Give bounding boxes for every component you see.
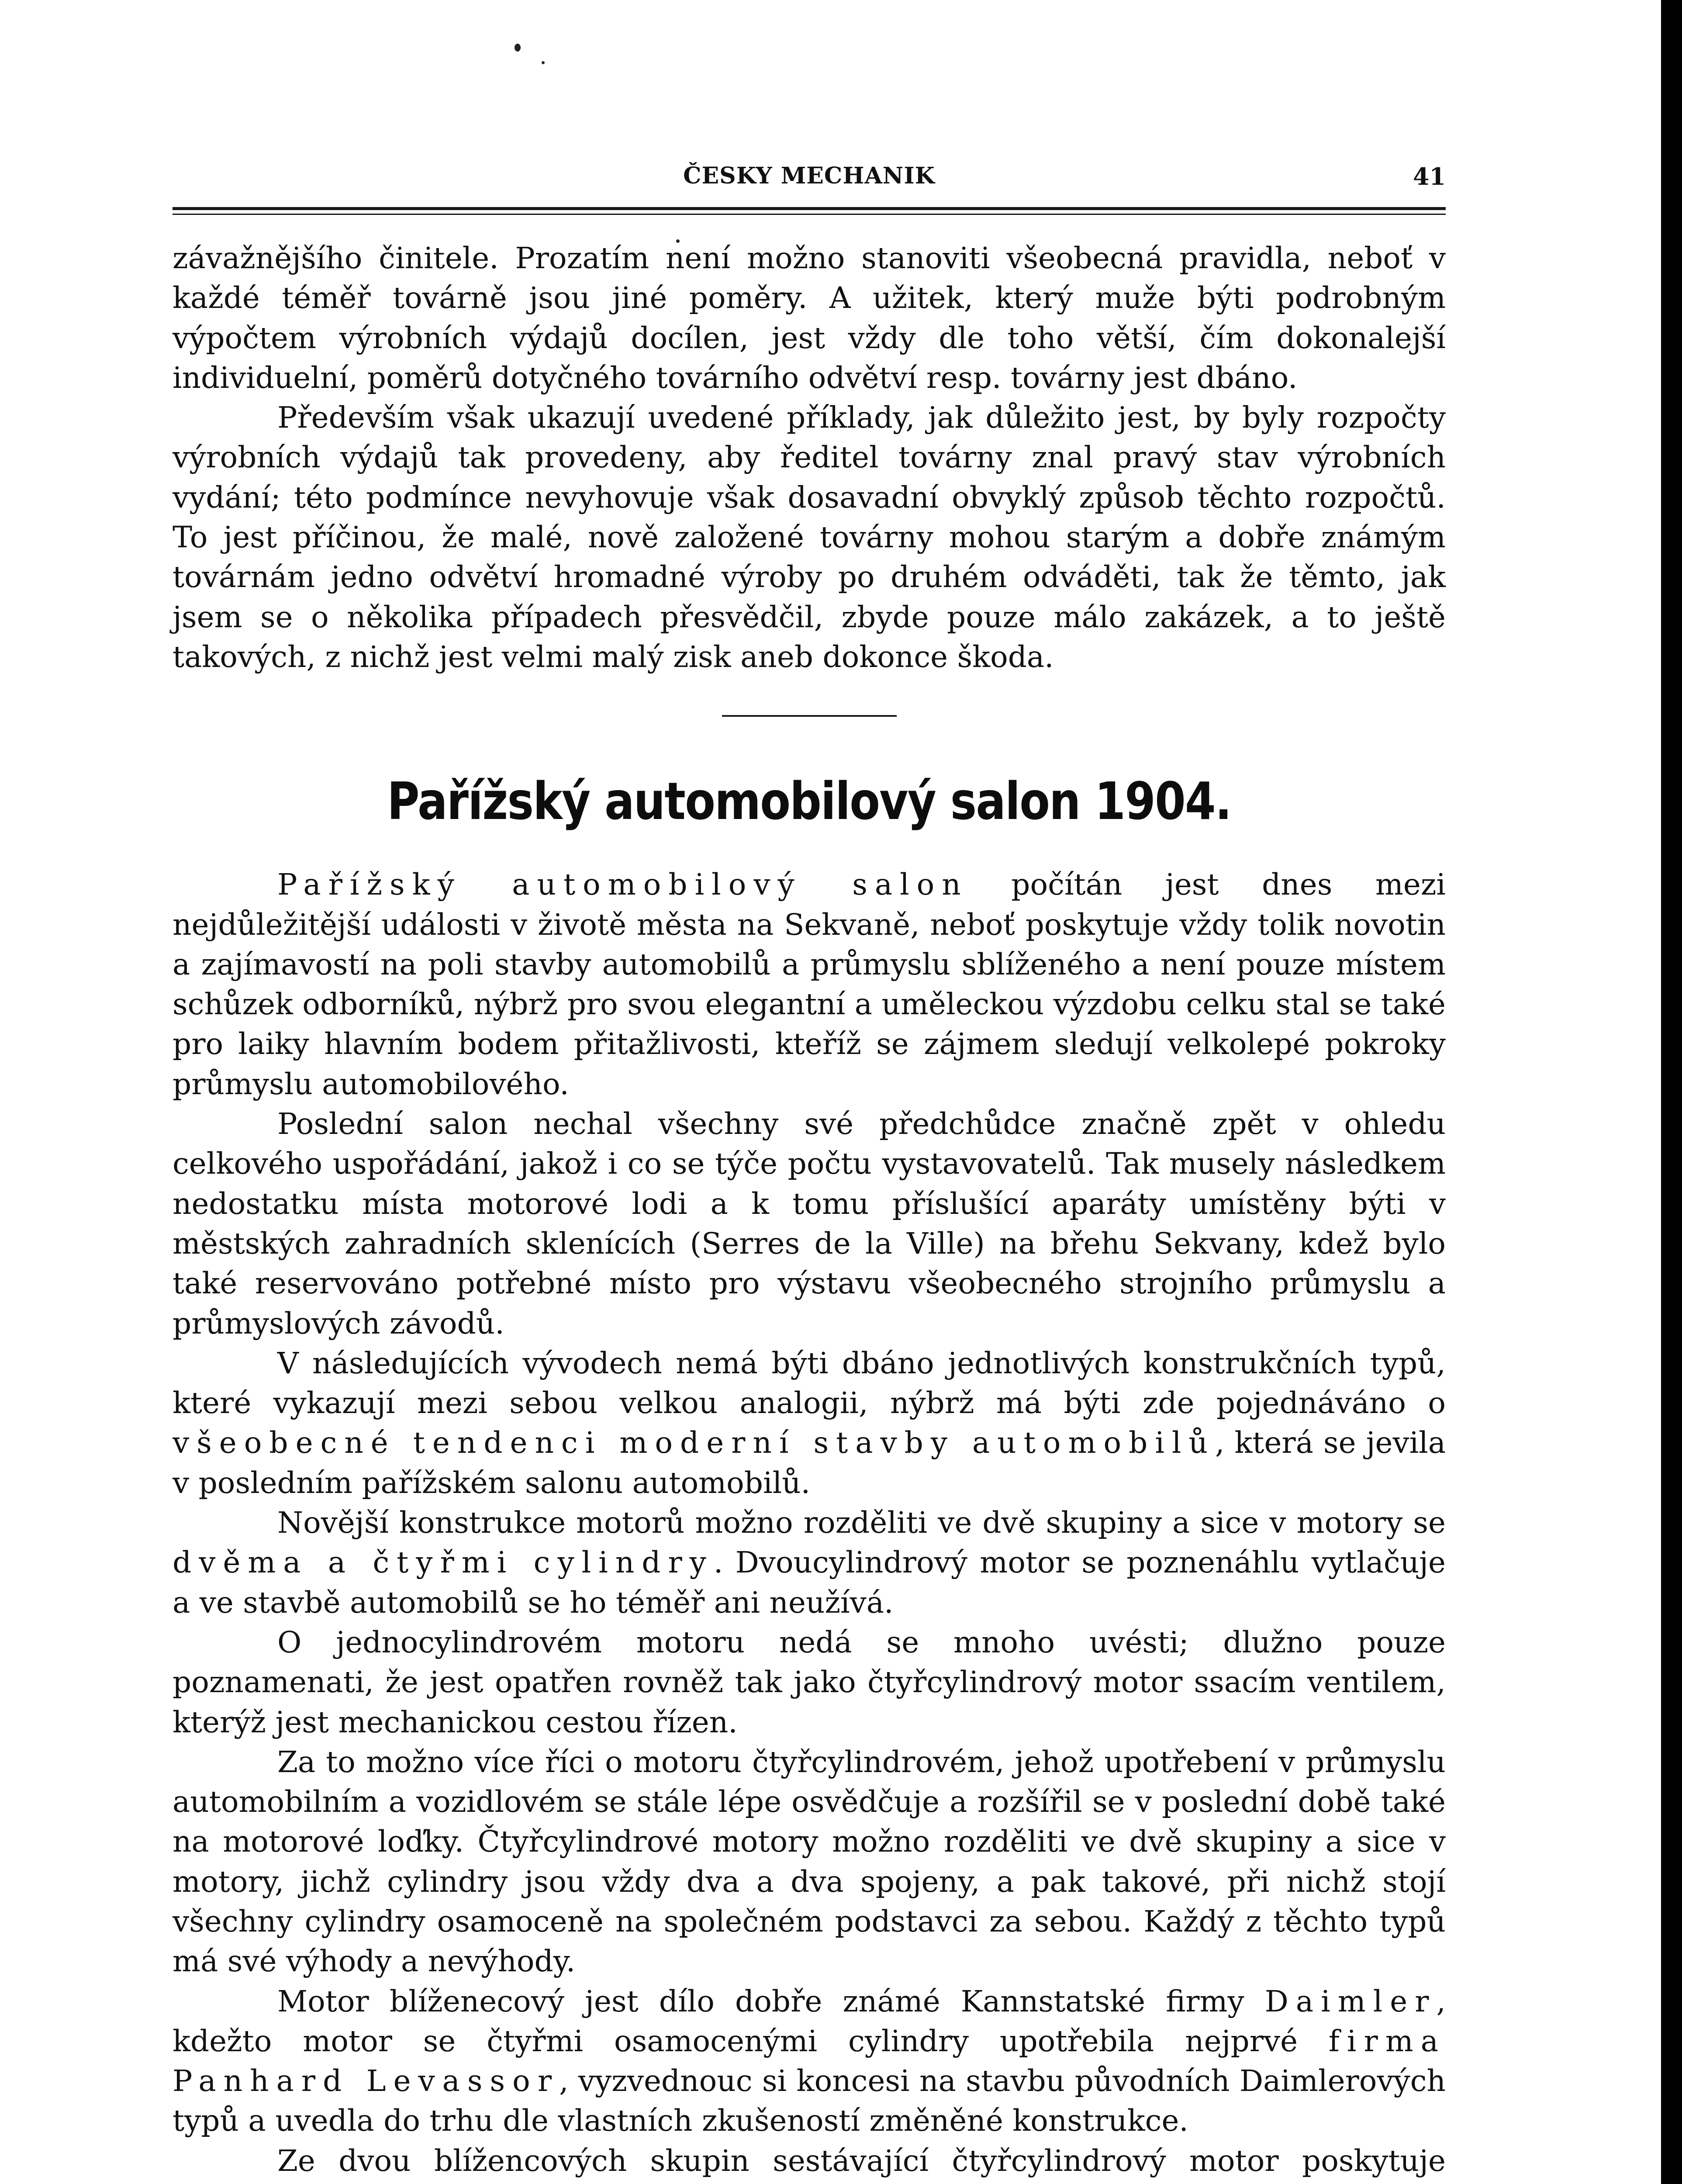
article-paragraph: O jednocylindrovém motoru nedá se mnoho uvésti; dlužno pouze poznamenati, že jest opatřen rovněž tak jako čtyřcylindrový motor ssacím ventilem, kterýž jest mechanickou cestou řízen. (173, 1624, 1446, 1739)
spaced-phrase: Pařížský automobilový salon (277, 867, 968, 902)
intro-paragraph: závažnějšího činitele. Prozatím není možno stanoviti všeobecná pravidla, neboť v každé téměř továrně jsou jiné poměry. A užitek, který muže býti podrobným výpočtem výrobních výdajů docílen, jest vždy dle toho větší, čím dokonalejší individuelní, poměrů dotyčného továrního odvětví resp. továrny jest dbáno. (173, 241, 1446, 395)
scan-border (1661, 0, 1682, 2184)
page-content (173, 238, 1446, 2184)
paragraph-text: počítán jest dnes mezi nejdůležitější události v životě města na Sekvaně, neboť poskytuje vždy tolik novotin a zajímavostí na poli stavby automobilů a průmyslu sblíženého a není pouze místem schůzek odborníků, nýbrž pro svou elegantní a uměleckou výzdobu celku stal se také pro laiky hlavním bodem přitažlivosti, kteříž se zájmem sledují velkolepé pokroky průmyslu automobilového. (173, 867, 1446, 1101)
running-title: ČESKY MECHANIK (683, 162, 935, 189)
paragraph-text: Motor blíženecový jest dílo dobře známé Kannstatské firmy (277, 1984, 1265, 2018)
article-paragraph (173, 1503, 1446, 1622)
paragraph-text: , která se jevila v posledním pařížském salonu automobilů. (173, 1425, 1446, 1500)
scan-speck (515, 44, 521, 52)
header-rule (173, 214, 1446, 215)
article-paragraph: Za to možno více říci o motoru čtyřcylindrovém, jehož upotřebení v průmyslu automobilním a vozidlovém se stále lépe osvědčuje a rozšířil se v poslední době také na motorové loďky. Čtyřcylindrové motory možno rozděliti ve dvě skupiny a sice v motory, jichž cylindry jsou vždy dva a dva spojeny, a pak takové, při nichž stojí všechny cylindry osamoceně na společném podstavci za sebou. Každý z těchto typů má své výhody a nevýhody. (173, 1744, 1446, 1979)
spaced-phrase: všeobecné tendenci moderní stavby automobilů (173, 1425, 1215, 1460)
intro-paragraph: Především však ukazují uvedené příklady, jak důležito jest, by byly rozpočty výrobních výdajů tak provedeny, aby ředitel továrny znal pravý stav výrobních vydání; této podmínce nevyhovuje však dosavadní obvyklý způsob těchto rozpočtů. To jest příčinou, že malé, nově založené továrny mohou starým a dobře známým továrnám jedno odvětví hromadné výroby po druhém odváděti, tak že těmto, jak jsem se o několika případech přesvědčil, zbyde pouze málo zakázek, a to ještě takových, z nichž jest velmi malý zisk aneb dokonce škoda. (173, 400, 1446, 674)
page-number: 41 (1413, 162, 1446, 190)
paragraph-text: , vyzvednouc si koncesi na stavbu původních Daimlerových typů a uvedla do trhu dle vlastních zkušeností změněné konstrukce. (173, 2063, 1446, 2138)
spaced-phrase: firma Panhard Levassor (173, 2023, 1446, 2098)
article-paragraph (173, 864, 1446, 1104)
article-paragraph (173, 1343, 1446, 1503)
paragraph-text: V následujících vývodech nemá býti dbáno jednotlivých konstrukčních typů, které vykazují mezi sebou velkou analogii, nýbrž má býti zde pojednáváno o (173, 1345, 1446, 1420)
spaced-phrase: dvěma a čtyřmi cylindry (173, 1545, 714, 1580)
page-header (173, 162, 1446, 202)
article-paragraph: Poslední salon nechal všechny své předchůdce značně zpět v ohledu celkového uspořádání, jakož i co se týče počtu vystavovatelů. Tak musely následkem nedostatku místa motorové lodi a k tomu příslušící aparáty umístěny býti v městských zahradních sklenících (Serres de la Ville) na břehu Sekvany, kdež bylo také reservováno potřebné místo pro výstavu všeobecného strojního průmyslu a průmyslových závodů. (173, 1106, 1446, 1341)
paragraph-text: , kdežto motor se čtyřmi osamocenými cylindry upotřebila nejprvé (173, 1984, 1446, 2058)
paragraph-text: Novější konstrukce motorů možno rozděliti ve dvě skupiny a sice v motory se (277, 1505, 1446, 1540)
spaced-phrase: Daimler (1264, 1984, 1437, 2018)
header-rule (173, 207, 1446, 210)
paragraph-text: . Dvoucylindrový motor se poznenáhlu vytlačuje a ve stavbě automobilů se ho téměř ani neužívá. (173, 1545, 1446, 1620)
scan-speck (542, 61, 545, 64)
article-title: Pařížský automobilový salon 1904. (387, 771, 1231, 832)
section-divider (722, 715, 897, 717)
article-paragraph: Ze dvou blížencových skupin sestávající čtyřcylindrový motor poskytuje (277, 2143, 1446, 2178)
article-paragraph (173, 1981, 1446, 2141)
